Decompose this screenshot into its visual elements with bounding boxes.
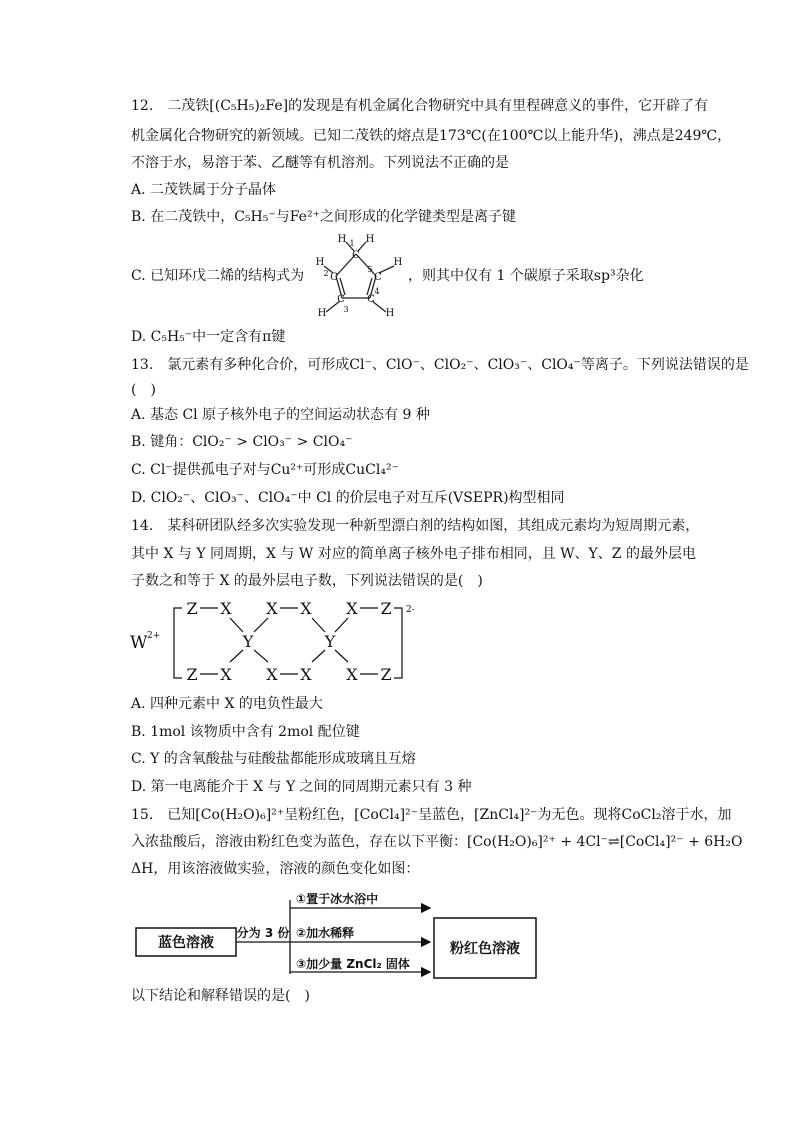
h-atom: H (393, 257, 403, 268)
q12-stem-line2: 机金属化合物研究的新领域。已知二茂铁的熔点是173℃(在100℃以上能升华)，沸点是249℃， (131, 128, 732, 144)
h-atom: H (385, 308, 395, 319)
x-atom: X (220, 599, 232, 618)
q14-option-b: B. 1mol 该物质中含有 2mol 配位键 (131, 724, 360, 740)
x-atom: X (300, 665, 312, 684)
q13-stem-line2: ( ) (131, 382, 156, 398)
c-atom: C (374, 272, 382, 283)
atom-number-3: 3 (343, 305, 349, 314)
q13-option-b: B. 键角：ClO₂⁻ > ClO₃⁻ > ClO₄⁻ (131, 434, 353, 450)
h-atom: H (365, 234, 375, 245)
x-atom: X (300, 599, 312, 618)
z-atom: Z (186, 665, 198, 684)
atom-number-2: 2 (323, 269, 329, 278)
c-atom: C (337, 294, 345, 305)
c-atom: C (352, 250, 360, 261)
q12-stem-line3: 不溶于水，易溶于苯、乙醚等有机溶剂。下列说法不正确的是 (131, 155, 509, 171)
bleach-structure (130, 596, 430, 688)
atom-number-4: 4 (374, 287, 380, 296)
color-change-flowchart (130, 888, 550, 982)
x-atom: X (266, 665, 278, 684)
q12-option-c-prefix: C. 已知环戊二烯的结构式为 (131, 268, 305, 284)
q12-option-a: A. 二茂铁属于分子晶体 (131, 182, 277, 198)
c-atom: C (330, 272, 338, 283)
w-charge: 2+ (147, 631, 161, 641)
x-atom: X (266, 599, 278, 618)
q14-option-d: D. 第一电离能介于 X 与 Y 之间的同周期元素只有 3 种 (131, 779, 472, 795)
op3-label: ③加少量 ZnCl₂ 固体 (296, 957, 410, 971)
q12-stem-line1: 12. 二茂铁[(C₅H₅)₂Fe]的发现是有机金属化合物研究中具有里程碑意义的事件，它开辟了有 (131, 98, 709, 114)
z-atom: Z (186, 599, 198, 618)
c-atom: C (367, 294, 375, 305)
q15-question-prompt: 以下结论和解释错误的是( ) (131, 988, 310, 1004)
x-atom: X (220, 665, 232, 684)
q15-stem-line1: 15. 已知[Co(H₂O)₆]²⁺呈粉红色，[CoCl₄]²⁻呈蓝色，[ZnCl₄]²⁻为无色。现将CoCl₂溶于水，加 (131, 807, 732, 823)
atom-number-5: 5 (367, 265, 373, 274)
h-atom: H (315, 257, 325, 268)
op2-label: ②加水稀释 (296, 926, 355, 940)
q14-option-c: C. Y 的含氧酸盐与硅酸盐都能形成玻璃且互熔 (131, 751, 416, 767)
q14-stem-line1: 14. 某科研团队经多次实验发现一种新型漂白剂的结构如图，其组成元素均为短周期元素， (131, 518, 700, 534)
anion-charge: 2- (406, 605, 415, 615)
y-atom: Y (242, 632, 254, 651)
z-atom: Z (380, 665, 392, 684)
op1-label: ①置于冰水浴中 (296, 892, 379, 906)
q13-stem-line1: 13. 氯元素有多种化合价，可形成Cl⁻、ClO⁻、ClO₂⁻、ClO₃⁻、ClO₄⁻等离子。下列说法错误的是 (131, 357, 749, 373)
atom-number-1: 1 (349, 239, 355, 248)
w-cation: W (130, 633, 148, 653)
q13-option-d: D. ClO₂⁻、ClO₃⁻、ClO₄⁻中 Cl 的价层电子对互斥(VSEPR)构型相同 (131, 490, 565, 506)
q15-stem-line2: 入浓盐酸后，溶液由粉红色变为蓝色，存在以下平衡：[Co(H₂O)₆]²⁺ + 4Cl⁻⇌[CoCl₄]²⁻ + 6H₂O (131, 834, 743, 850)
q13-option-a: A. 基态 Cl 原子核外电子的空间运动状态有 9 种 (131, 407, 430, 423)
q12-option-c-suffix: ，则其中仅有 1 个碳原子采取sp³杂化 (408, 268, 644, 284)
q13-option-c: C. Cl⁻提供孤电子对与Cu²⁺可形成CuCl₄²⁻ (131, 462, 399, 478)
z-atom: Z (380, 599, 392, 618)
x-atom: X (346, 665, 358, 684)
q14-stem-line3: 子数之和等于 X 的最外层电子数，下列说法错误的是( ) (131, 573, 483, 589)
h-atom: H (337, 234, 347, 245)
right-box-label: 粉红色溶液 (450, 941, 520, 957)
split-label: 分为 3 份 (236, 926, 290, 940)
cyclopentadiene-structure (304, 232, 414, 320)
q12-option-b: B. 在二茂铁中，C₅H₅⁻与Fe²⁺之间形成的化学键类型是离子键 (131, 209, 516, 225)
x-atom: X (346, 599, 358, 618)
h-atom: H (317, 308, 327, 319)
q15-stem-line3: ΔH，用该溶液做实验，溶液的颜色变化如图： (131, 861, 420, 877)
left-box-label: 蓝色溶液 (158, 935, 214, 951)
q14-stem-line2: 其中 X 与 Y 同周期，X 与 W 对应的简单离子核外电子排布相同，且 W、Y、Z 的最外层电 (131, 546, 696, 562)
y-atom: Y (324, 632, 336, 651)
q14-option-a: A. 四种元素中 X 的电负性最大 (131, 696, 323, 712)
q12-option-d: D. C₅H₅⁻中一定含有π键 (131, 329, 286, 345)
